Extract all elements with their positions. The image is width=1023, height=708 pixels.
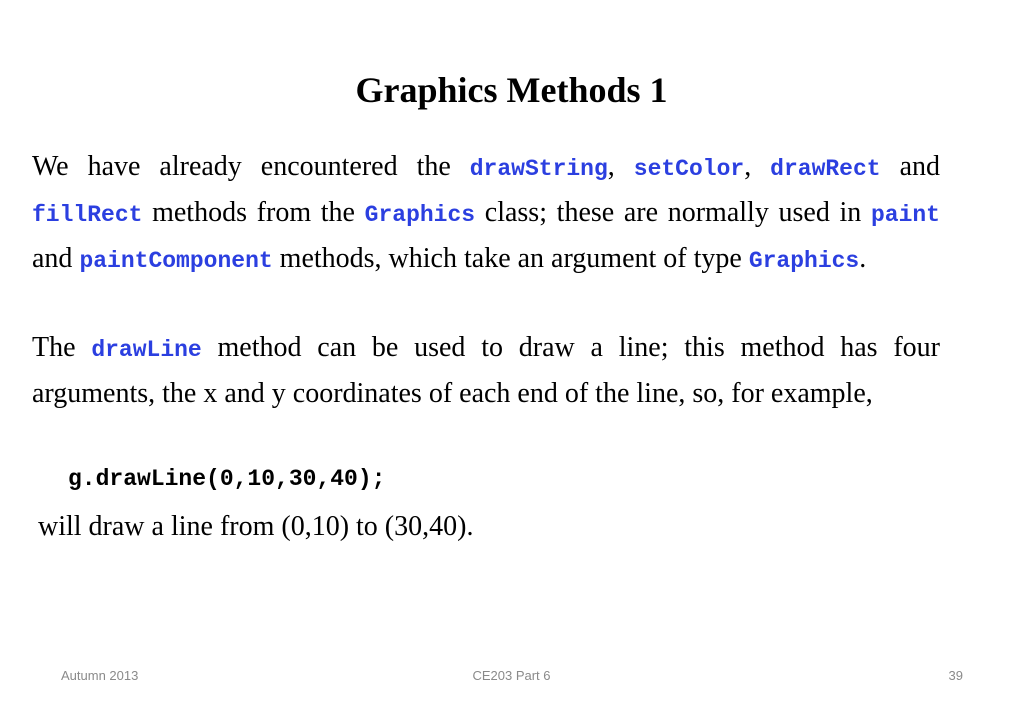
paragraph-graphics-methods	[32, 145, 940, 283]
code-graphics-type: Graphics	[748, 248, 860, 274]
text: methods, which take an argument of type	[272, 243, 749, 274]
text: class; these are normally used in	[475, 197, 871, 228]
footer-date: Autumn 2013	[61, 668, 139, 683]
paragraph-result: will draw a line from (0,10) to (30,40).	[38, 511, 474, 542]
code-drawstring: drawString	[469, 156, 608, 182]
text: and	[32, 243, 80, 274]
code-setcolor: setColor	[633, 156, 745, 182]
text: .	[859, 243, 867, 274]
text: The	[32, 332, 92, 363]
paragraph-drawline	[32, 326, 940, 416]
text: methods from the	[142, 197, 365, 228]
text: ,	[607, 151, 634, 182]
code-example: g.drawLine(0,10,30,40);	[68, 466, 386, 492]
text: method can be used to draw a line; this method has four arguments, the x and y coordinates of each end of the line, so, for example,	[32, 332, 941, 409]
code-paint: paint	[870, 202, 940, 228]
code-fillrect: fillRect	[32, 202, 143, 228]
code-drawline: drawLine	[91, 337, 202, 363]
text: We have already encountered the	[32, 151, 470, 182]
code-drawrect: drawRect	[770, 156, 881, 182]
text: ,	[744, 151, 771, 182]
text: and	[880, 151, 940, 182]
footer-course: CE203 Part 6	[472, 668, 551, 683]
slide-title: Graphics Methods 1	[355, 70, 668, 110]
code-paintcomponent: paintComponent	[79, 248, 273, 274]
footer-page-number: 39	[948, 668, 963, 683]
code-graphics: Graphics	[364, 202, 476, 228]
